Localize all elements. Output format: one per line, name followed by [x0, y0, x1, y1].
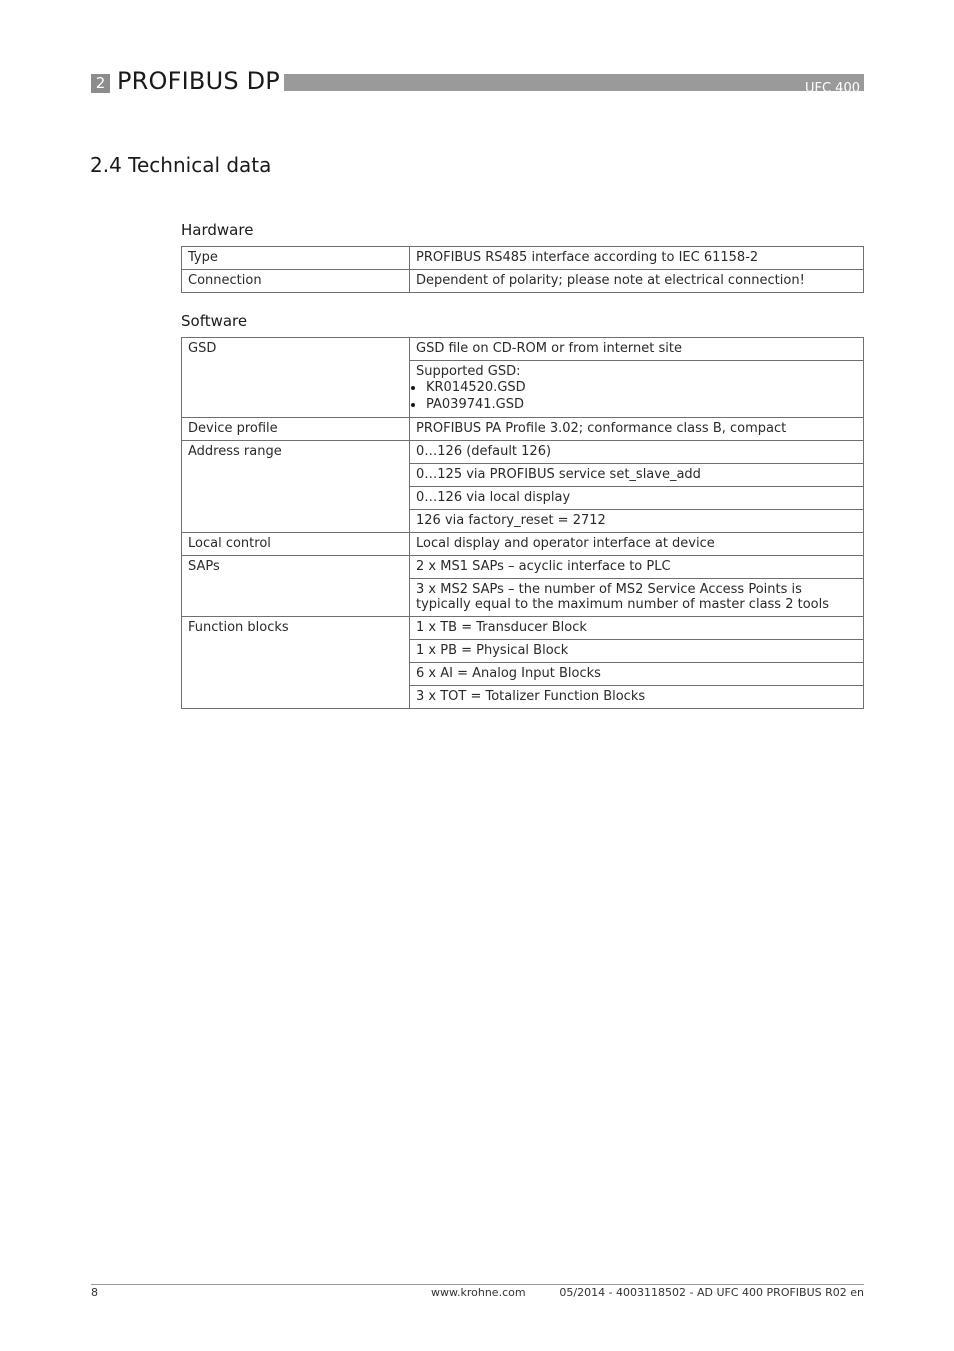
- row-value: PROFIBUS RS485 interface according to IEC 61158-2: [410, 247, 864, 270]
- list-item: KR014520.GSD: [410, 379, 857, 396]
- table-row: [182, 270, 864, 293]
- row-key: Address range: [182, 441, 410, 533]
- row-key: Connection: [182, 270, 410, 293]
- row-value: PROFIBUS PA Profile 3.02; conformance class B, compact: [410, 418, 864, 441]
- row-value: 0…125 via PROFIBUS service set_slave_add: [410, 464, 864, 487]
- gsd-file-list: [416, 379, 857, 413]
- row-key: Type: [182, 247, 410, 270]
- row-value: GSD file on CD-ROM or from internet site: [410, 338, 864, 361]
- row-value: 1 x TB = Transducer Block: [410, 617, 864, 640]
- row-value: 3 x MS2 SAPs – the number of MS2 Service Access Points is typically equal to the maximum number of master class 2 tools: [410, 579, 864, 617]
- row-key: SAPs: [182, 556, 410, 617]
- row-value: 6 x AI = Analog Input Blocks: [410, 663, 864, 686]
- list-item: PA039741.GSD: [410, 396, 857, 413]
- product-name: UFC 400: [804, 81, 860, 96]
- table-row: [182, 338, 864, 361]
- row-value: 2 x MS1 SAPs – acyclic interface to PLC: [410, 556, 864, 579]
- row-value: 1 x PB = Physical Block: [410, 640, 864, 663]
- chapter-bar: [284, 74, 864, 96]
- row-value: 0…126 (default 126): [410, 441, 864, 464]
- chapter-header: [91, 68, 864, 94]
- row-key: Function blocks: [182, 617, 410, 709]
- row-key: Local control: [182, 533, 410, 556]
- row-key: Device profile: [182, 418, 410, 441]
- row-value: 3 x TOT = Totalizer Function Blocks: [410, 686, 864, 709]
- row-value: 0…126 via local display: [410, 487, 864, 510]
- page-number: 8: [91, 1286, 98, 1299]
- row-value: Local display and operator interface at device: [410, 533, 864, 556]
- chapter-number: 2: [91, 74, 110, 93]
- table-row: [182, 533, 864, 556]
- section-title: 2.4 Technical data: [90, 153, 272, 177]
- chapter-title: PROFIBUS DP: [117, 67, 280, 95]
- table-row: [182, 617, 864, 640]
- row-value: Dependent of polarity; please note at electrical connection!: [410, 270, 864, 293]
- table-row: [182, 247, 864, 270]
- software-heading: Software: [181, 312, 248, 330]
- hardware-heading: Hardware: [181, 221, 254, 239]
- footer-divider: [91, 1284, 864, 1285]
- footer-document-reference: 05/2014 - 4003118502 - AD UFC 400 PROFIBUS R02 en: [559, 1286, 864, 1299]
- table-row: [182, 418, 864, 441]
- hardware-table: [181, 246, 864, 293]
- software-table: [181, 337, 864, 709]
- footer-website: www.krohne.com: [431, 1286, 526, 1299]
- table-row: [182, 556, 864, 579]
- supported-gsd-cell: [410, 361, 864, 418]
- supported-gsd-label: Supported GSD:: [416, 364, 521, 379]
- row-key: GSD: [182, 338, 410, 418]
- row-value: 126 via factory_reset = 2712: [410, 510, 864, 533]
- table-row: [182, 441, 864, 464]
